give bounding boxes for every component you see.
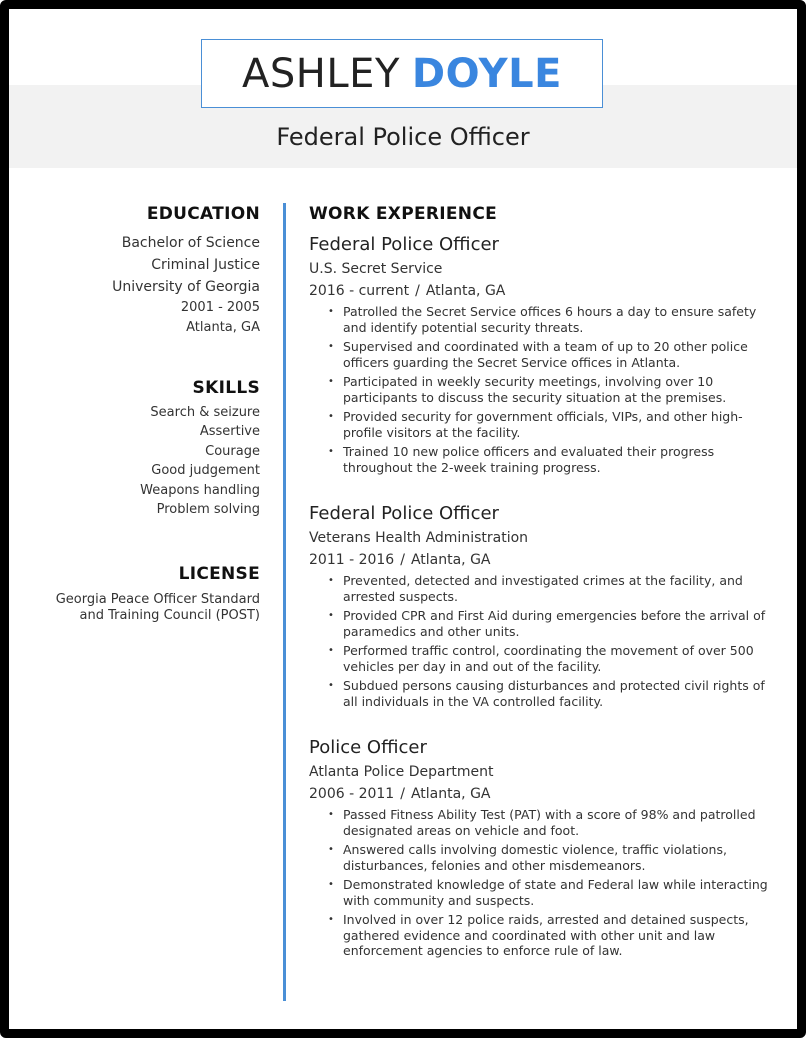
- skill-item: Weapons handling: [140, 482, 260, 498]
- license-heading: LICENSE: [178, 564, 260, 584]
- job-bullet: • Answered calls involving domestic violence, traffic violations, disturbances, felonies and other misdemeanors.: [343, 842, 779, 873]
- column-divider: [283, 203, 286, 1001]
- first-name: ASHLEY: [242, 50, 400, 97]
- education-location: Atlanta, GA: [186, 320, 260, 335]
- job-bullet: • Provided security for government officials, VIPs, and other high-profile visitors at the facility.: [343, 409, 779, 440]
- job-role: Police Officer: [309, 737, 427, 758]
- skill-item: Problem solving: [156, 502, 260, 518]
- job-meta: [309, 549, 779, 571]
- license-line: Georgia Peace Officer Standard: [55, 592, 260, 607]
- job-bullet: • Provided CPR and First Aid during emergencies before the arrival of paramedics and other units.: [343, 608, 779, 639]
- education-school: University of Georgia: [112, 279, 260, 295]
- job-organization: Atlanta Police Department: [309, 764, 494, 780]
- job-location: Atlanta, GA: [425, 283, 506, 299]
- skill-item: Assertive: [199, 424, 260, 440]
- education-years: 2001 - 2005: [180, 300, 260, 315]
- job-bullet: • Supervised and coordinated with a team of up to 20 other police officers guarding the Secret Service offices in Atlanta.: [343, 339, 779, 370]
- skill-item: Search & seizure: [150, 405, 260, 420]
- job-title: Federal Police Officer: [276, 123, 530, 151]
- meta-separator: /: [400, 786, 405, 802]
- skill-item: Good judgement: [151, 463, 260, 479]
- job-organization: U.S. Secret Service: [309, 261, 443, 277]
- name-box: [201, 39, 603, 108]
- education-section: [40, 204, 260, 338]
- job-bullet: • Prevented, detected and investigated crimes at the facility, and arrested suspects.: [343, 573, 779, 604]
- job-entry: [309, 502, 779, 713]
- job-bullet: • Patrolled the Secret Service offices 6 hours a day to ensure safety and identify potential security threats.: [343, 304, 779, 335]
- job-bullet: • Demonstrated knowledge of state and Federal law while interacting with community and suspects.: [343, 877, 779, 908]
- job-dates: 2011 - 2016: [309, 552, 395, 568]
- job-bullets: [309, 573, 779, 709]
- job-meta: [309, 280, 779, 302]
- job-entry: [309, 233, 779, 479]
- job-dates: 2016 - current: [309, 283, 410, 299]
- job-dates: 2006 - 2011: [309, 786, 395, 802]
- job-location: Atlanta, GA: [410, 786, 491, 802]
- skills-section: [40, 378, 260, 519]
- job-organization: Veterans Health Administration: [309, 530, 529, 546]
- last-name: DOYLE: [411, 50, 562, 97]
- work-experience-heading: WORK EXPERIENCE: [309, 204, 498, 224]
- skills-heading: SKILLS: [192, 378, 260, 398]
- meta-separator: /: [415, 283, 420, 299]
- job-bullets: [309, 807, 779, 959]
- job-role: Federal Police Officer: [309, 503, 499, 524]
- job-bullet: • Involved in over 12 police raids, arrested and detained suspects, gathered evidence and coordinated with other unit and law enforcement agencies to enforce rule of law.: [343, 912, 779, 959]
- job-location: Atlanta, GA: [410, 552, 491, 568]
- job-bullet: • Participated in weekly security meetings, involving over 10 participants to discuss the security situation at the premises.: [343, 374, 779, 405]
- job-bullets: [309, 304, 779, 475]
- job-role: Federal Police Officer: [309, 234, 499, 255]
- work-experience-section: [309, 204, 779, 224]
- education-heading: EDUCATION: [146, 204, 260, 224]
- skill-item: Courage: [205, 443, 260, 459]
- license-section: [40, 564, 260, 624]
- education-degree: Bachelor of Science: [121, 235, 260, 251]
- job-meta: [309, 783, 779, 805]
- job-entry: [309, 736, 779, 963]
- meta-separator: /: [400, 552, 405, 568]
- job-bullet: • Passed Fitness Ability Test (PAT) with a score of 98% and patrolled designated areas on vehicle and foot.: [343, 807, 779, 838]
- job-bullet: • Subdued persons causing disturbances and protected civil rights of all individuals in the VA controlled facility.: [343, 678, 779, 709]
- job-bullet: • Trained 10 new police officers and evaluated their progress throughout the 2-week training progress.: [343, 444, 779, 475]
- license-line: and Training Council (POST): [79, 608, 260, 623]
- job-bullet: • Performed traffic control, coordinating the movement of over 500 vehicles per day in and out of the facility.: [343, 643, 779, 674]
- education-major: Criminal Justice: [151, 257, 260, 273]
